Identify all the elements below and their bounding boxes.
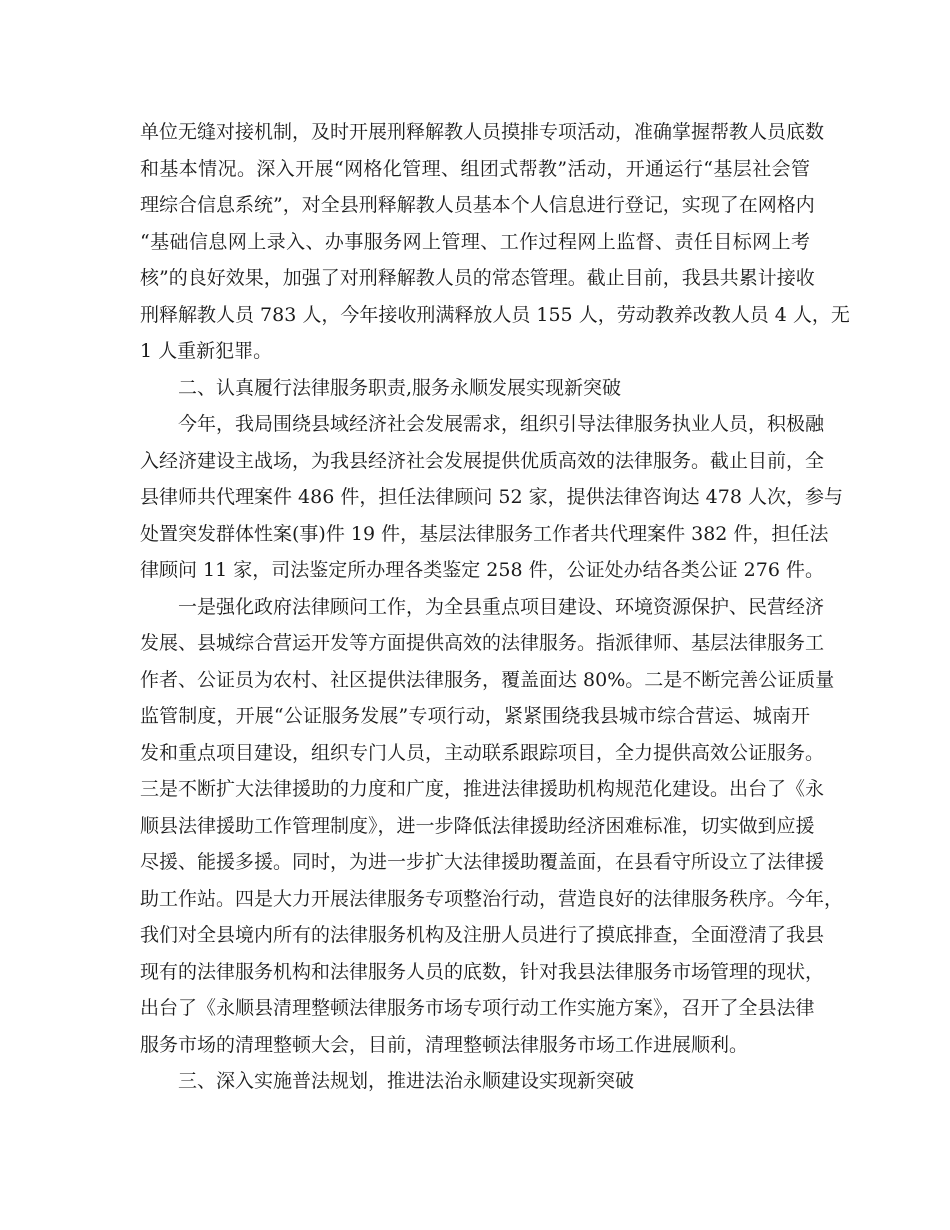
- body-line: “基础信息网上录入、办事服务网上管理、工作过程网上监督、责任目标网上考: [140, 230, 810, 253]
- body-line: 现有的法律服务机构和法律服务人员的底数，针对我县法律服务市场管理的现状，: [140, 960, 825, 983]
- body-line: 1 人重新犯罪。: [140, 340, 273, 362]
- body-line: 入经济建设主战场，为我县经济社会发展提供优质高效的法律服务。截止目前，全: [140, 449, 825, 472]
- body-line: 和基本情况。深入开展“网格化管理、组团式帮教”活动，开通运行“基层社会管: [140, 157, 810, 180]
- body-line: 县律师共代理案件 486 件，担任法律顾问 52 家，提供法律咨询达 478 人次，参与: [140, 486, 843, 508]
- body-line: 我们对全县境内所有的法律服务机构及注册人员进行了摸底排查，全面澄清了我县: [140, 924, 825, 946]
- body-line: 处置突发群体性案(事)件 19 件，基层法律服务工作者共代理案件 382 件，担任法: [140, 522, 829, 545]
- section-heading: 二、认真履行法律服务职责,服务永顺发展实现新突破: [178, 376, 622, 399]
- body-line: 出台了《永顺县清理整顿法律服务市场专项行动工作实施方案》，召开了全县法律: [140, 997, 815, 1019]
- body-line: 核”的良好效果，加强了对刑释解教人员的常态管理。截止目前，我县共累计接收: [140, 267, 815, 289]
- document-body: [140, 114, 850, 1100]
- body-line: 发和重点项目建设，组织专门人员，主动联系跟踪项目，全力提供高效公证服务。: [140, 741, 825, 764]
- body-line: 今年，我局围绕县域经济社会发展需求，组织引导法律服务执业人员，积极融: [178, 413, 825, 435]
- body-line: 律顾问 11 家，司法鉴定所办理各类鉴定 258 件，公证处办结各类公证 276 件。: [140, 559, 824, 581]
- body-line: 服务市场的清理整顿大会，目前，清理整顿法律服务市场工作进展顺利。: [140, 1033, 749, 1056]
- body-line: 三是不断扩大法律援助的力度和广度，推进法律援助机构规范化建设。出台了《永: [140, 778, 825, 800]
- body-line: 发展、县城综合营运开发等方面提供高效的法律服务。指派律师、基层法律服务工: [140, 632, 825, 654]
- body-line: 理综合信息系统”，对全县刑释解教人员基本个人信息进行登记，实现了在网格内: [140, 194, 815, 216]
- body-line: 单位无缝对接机制，及时开展刑释解教人员摸排专项活动，准确掌握帮教人员底数: [140, 121, 825, 143]
- body-line: 刑释解教人员 783 人，今年接收刑满释放人员 155 人，劳动教养改教人员 4 人，无: [140, 303, 850, 326]
- body-line: 尽援、能援多援。同时，为进一步扩大法律援助覆盖面，在县看守所设立了法律援: [140, 851, 825, 873]
- body-line: 助工作站。四是大力开展法律服务专项整治行动，营造良好的法律服务秩序。今年，: [140, 887, 844, 910]
- body-line: 作者、公证员为农村、社区提供法律服务，覆盖面达 80%。二是不断完善公证质量: [140, 668, 835, 691]
- body-line: 一是强化政府法律顾问工作，为全县重点项目建设、环境资源保护、民营经济: [178, 595, 825, 618]
- body-line: 顺县法律援助工作管理制度》，进一步降低法律援助经济困难标准，切实做到应援: [140, 814, 815, 837]
- body-line: 监管制度，开展“公证服务发展”专项行动，紧紧围绕我县城市综合营运、城南开: [140, 705, 810, 727]
- section-heading: 三、深入实施普法规划，推进法治永顺建设实现新突破: [178, 1070, 635, 1092]
